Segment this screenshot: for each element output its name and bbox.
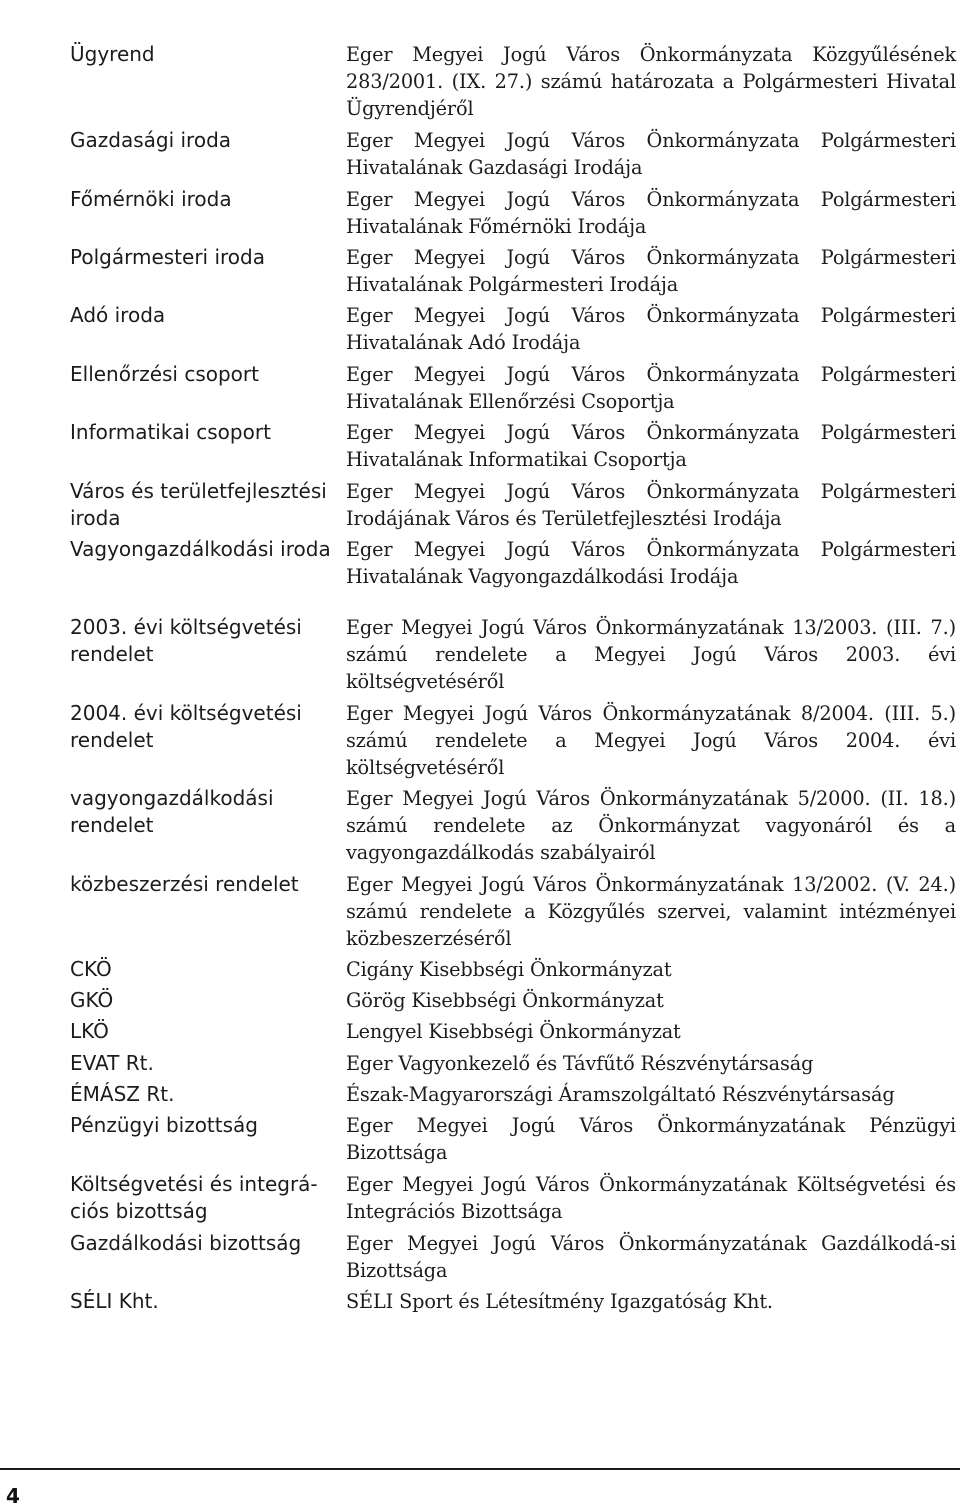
- entry-term: LKÖ: [70, 1019, 109, 1043]
- glossary-entry: [70, 361, 956, 415]
- glossary-entry: [70, 41, 956, 122]
- entry-term: Gazdálkodási bizottság: [70, 1231, 302, 1255]
- entry-definition: Eger Megyei Jogú Város Önkormányzata Polgármesteri Hivatalának Gazdasági Irodája: [346, 129, 956, 179]
- glossary-entry: [70, 1050, 956, 1077]
- entry-term: közbeszerzési rendelet: [70, 872, 299, 896]
- entry-term: EVAT Rt.: [70, 1051, 154, 1075]
- entry-definition: Eger Megyei Jogú Város Önkormányzatának 8/2004. (III. 5.) számú rendelete a Megyei Jogú Város 2004. évi költségvetéséről: [346, 702, 956, 779]
- glossary-entry: [70, 1230, 956, 1284]
- entry-term: Polgármesteri iroda: [70, 245, 265, 269]
- glossary-entry: [70, 1288, 956, 1315]
- glossary-entry: [70, 871, 956, 952]
- entry-definition: Eger Megyei Jogú Város Önkormányzatának Pénzügyi Bizottsága: [346, 1114, 956, 1164]
- entry-definition: Eger Megyei Jogú Város Önkormányzata Közgyűlésének 283/2001. (IX. 27.) számú határozata a Polgármesteri Hivatal Ügyrendjéről: [346, 43, 956, 120]
- entry-term: GKÖ: [70, 988, 114, 1012]
- entry-term: Város és területfejlesztési iroda: [70, 479, 327, 530]
- entry-definition: Eger Megyei Jogú Város Önkormányzatának 5/2000. (II. 18.) számú rendelete az Önkormányzat vagyonáról és a vagyongazdálkodás szabályairól: [346, 787, 956, 864]
- entry-definition: Eger Megyei Jogú Város Önkormányzata Polgármesteri Hivatalának Ellenőrzési Csoportja: [346, 363, 956, 413]
- entry-definition: Cigány Kisebbségi Önkormányzat: [346, 958, 672, 981]
- entry-term: Gazdasági iroda: [70, 128, 232, 152]
- entry-definition: Észak-Magyarországi Áramszolgáltató Részvénytársaság: [346, 1083, 895, 1106]
- glossary-entry: [70, 127, 956, 181]
- glossary-entry: [70, 956, 956, 983]
- glossary-entry: [70, 1112, 956, 1166]
- entry-term: Adó iroda: [70, 303, 166, 327]
- glossary-entry: [70, 614, 956, 695]
- entry-term: 2004. évi költségvetési rendelet: [70, 701, 302, 752]
- entry-definition: Eger Megyei Jogú Város Önkormányzata Polgármesteri Hivatalának Vagyongazdálkodási Irodája: [346, 538, 956, 588]
- page-number: 4: [6, 1484, 20, 1508]
- glossary-entry: [70, 1081, 956, 1108]
- entry-term: Ellenőrzési csoport: [70, 362, 259, 386]
- glossary-entry: [70, 785, 956, 866]
- glossary-entry: [70, 536, 956, 590]
- entry-term: 2003. évi költségvetési rendelet: [70, 615, 302, 666]
- glossary-entry: [70, 1171, 956, 1225]
- glossary-entry: [70, 478, 956, 532]
- entry-term: vagyongazdálkodási rendelet: [70, 786, 274, 837]
- entry-term: Költségvetési és integrá-ciós bizottság: [70, 1172, 318, 1223]
- entry-definition: Eger Megyei Jogú Város Önkormányzata Polgármesteri Hivatalának Polgármesteri Irodája: [346, 246, 956, 296]
- glossary-entry: [70, 987, 956, 1014]
- entry-definition: Eger Megyei Jogú Város Önkormányzatának Költségvetési és Integrációs Bizottsága: [346, 1173, 956, 1223]
- entry-term: Informatikai csoport: [70, 420, 271, 444]
- entry-definition: Eger Megyei Jogú Város Önkormányzatának 13/2003. (III. 7.) számú rendelete a Megyei Jogú Város 2003. évi költségvetéséről: [346, 616, 956, 693]
- entry-definition: Görög Kisebbségi Önkormányzat: [346, 989, 664, 1012]
- glossary-entry: [70, 419, 956, 473]
- entry-definition: Eger Vagyonkezelő és Távfűtő Részvénytársaság: [346, 1052, 814, 1075]
- glossary-entry: [70, 186, 956, 240]
- entry-definition: Eger Megyei Jogú Város Önkormányzata Polgármesteri Irodájának Város és Területfejlesztési Irodája: [346, 480, 956, 530]
- entry-definition: Lengyel Kisebbségi Önkormányzat: [346, 1020, 681, 1043]
- entry-term: Főmérnöki iroda: [70, 187, 232, 211]
- entry-term: Vagyongazdálkodási iroda: [70, 537, 331, 561]
- glossary-entry: [70, 302, 956, 356]
- footer-divider: [0, 1468, 960, 1470]
- entry-term: SÉLI Kht.: [70, 1289, 159, 1313]
- glossary-entry: [70, 1018, 956, 1045]
- entry-definition: Eger Megyei Jogú Város Önkormányzata Polgármesteri Hivatalának Adó Irodája: [346, 304, 956, 354]
- entry-definition: Eger Megyei Jogú Város Önkormányzatának Gazdálkodá-si Bizottsága: [346, 1232, 956, 1282]
- entry-term: Pénzügyi bizottság: [70, 1113, 258, 1137]
- entry-term: ÉMÁSZ Rt.: [70, 1082, 175, 1106]
- entry-term: CKÖ: [70, 957, 112, 981]
- entry-definition: Eger Megyei Jogú Város Önkormányzata Polgármesteri Hivatalának Főmérnöki Irodája: [346, 188, 956, 238]
- entry-definition: Eger Megyei Jogú Város Önkormányzatának 13/2002. (V. 24.) számú rendelete a Közgyűlés szervei, valamint intézményei közbeszerzéséről: [346, 873, 956, 950]
- glossary-entry: [70, 700, 956, 781]
- entry-term: Ügyrend: [70, 42, 155, 66]
- entry-definition: Eger Megyei Jogú Város Önkormányzata Polgármesteri Hivatalának Informatikai Csoportja: [346, 421, 956, 471]
- entry-definition: SÉLI Sport és Létesítmény Igazgatóság Kht.: [346, 1290, 773, 1313]
- glossary-entry: [70, 244, 956, 298]
